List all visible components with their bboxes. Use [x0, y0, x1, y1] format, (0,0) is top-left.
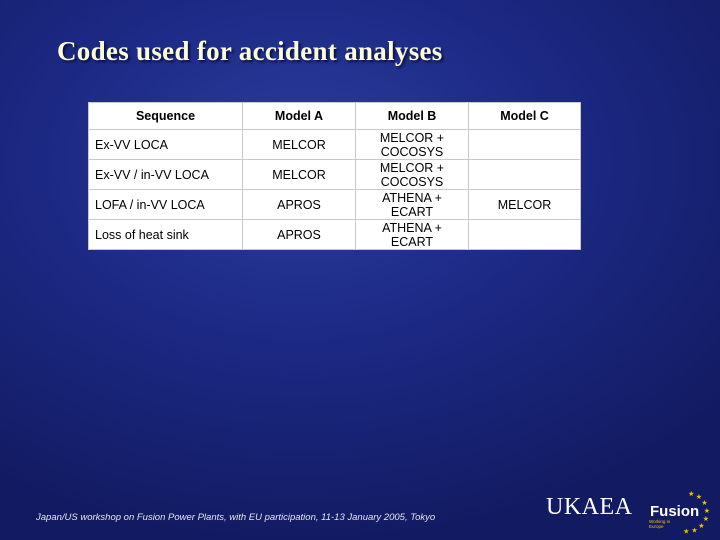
model-c-cell: MELCOR [469, 190, 581, 220]
table-row [89, 190, 581, 220]
eu-star-icon: ★ [698, 522, 705, 530]
model-c-cell [469, 220, 581, 250]
eu-star-icon: ★ [702, 516, 710, 523]
header-sequence: Sequence [89, 103, 243, 130]
model-a-cell: MELCOR [243, 160, 356, 190]
eu-star-icon: ★ [701, 500, 708, 507]
model-b-cell [356, 160, 469, 190]
logo-org-text: UKAEA [546, 494, 633, 520]
model-b-line2: ECART [390, 204, 434, 219]
codes-table [88, 102, 581, 250]
eu-stars-icon [668, 488, 714, 538]
sequence-cell: Loss of heat sink [89, 220, 243, 250]
eu-star-icon: ★ [688, 490, 695, 498]
header-model-b: Model B [356, 103, 469, 130]
sequence-cell: Ex-VV LOCA [89, 130, 243, 160]
model-b-line1: MELCOR + [379, 160, 445, 175]
logo-tagline: Working in Europe [649, 519, 671, 529]
eu-star-icon: ★ [695, 493, 703, 501]
eu-star-icon: ★ [683, 528, 690, 536]
model-a-cell: MELCOR [243, 130, 356, 160]
ukaea-fusion-logo [540, 488, 716, 538]
model-b-line1: ATHENA + [382, 220, 442, 235]
eu-star-icon: ★ [691, 527, 698, 535]
model-b-cell [356, 130, 469, 160]
footer-text: Japan/US workshop on Fusion Power Plants, with EU participation, 11-13 January 2005, Tokyo [36, 512, 436, 523]
model-b-line2: COCOSYS [380, 144, 444, 159]
model-c-cell [469, 130, 581, 160]
table-row [89, 160, 581, 190]
sequence-cell: Ex-VV / in-VV LOCA [89, 160, 243, 190]
model-b-cell [356, 190, 469, 220]
model-b-line2: ECART [390, 234, 434, 249]
header-model-c: Model C [469, 103, 581, 130]
eu-star-icon: ★ [703, 507, 711, 515]
slide-title: Codes used for accident analyses [57, 36, 443, 66]
logo-program-text: Fusion [650, 503, 700, 520]
model-b-line2: COCOSYS [380, 174, 444, 189]
header-model-a: Model A [243, 103, 356, 130]
model-c-cell [469, 160, 581, 190]
table-row [89, 220, 581, 250]
table-header-row [89, 103, 581, 130]
model-b-line1: ATHENA + [382, 190, 442, 205]
model-b-cell [356, 220, 469, 250]
model-b-line1: MELCOR + [379, 130, 445, 145]
model-a-cell: APROS [243, 190, 356, 220]
model-a-cell: APROS [243, 220, 356, 250]
sequence-cell: LOFA / in-VV LOCA [89, 190, 243, 220]
table-row [89, 130, 581, 160]
